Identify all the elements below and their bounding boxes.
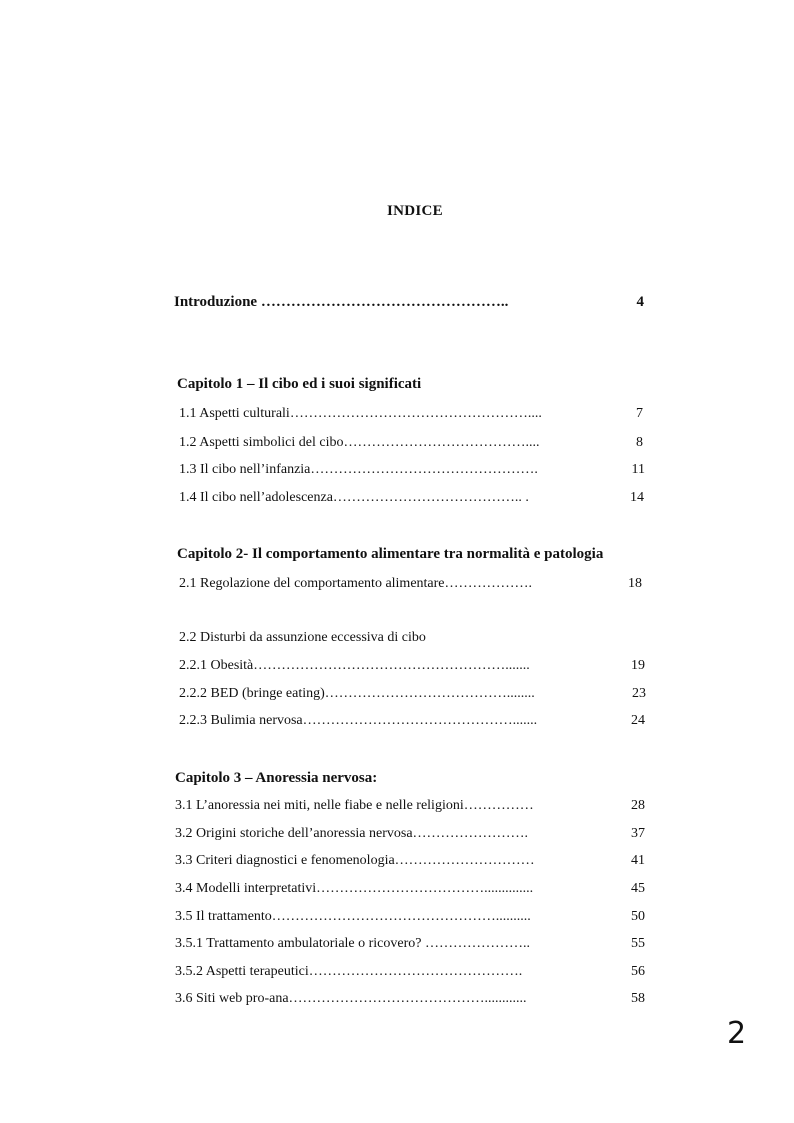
chapter-heading-1: Capitolo 1 – Il cibo ed i suoi significati	[177, 376, 422, 392]
chapter-heading-3: Capitolo 3 – Anoressia nervosa:	[175, 770, 378, 786]
toc-entry-label: 3.5.2 Aspetti terapeutici……………………………………….	[175, 964, 523, 979]
toc-entry-1-1[interactable]	[179, 404, 643, 424]
toc-entry-label: 3.5.1 Trattamento ambulatoriale o ricovero? …………………..	[175, 936, 530, 951]
toc-entry-label: 2.2.3 Bulimia nervosa……………………………………….......	[179, 713, 538, 728]
toc-entry-label: 2.2.1 Obesità……………………………………………….......	[179, 658, 530, 673]
toc-entry-page: 24	[631, 713, 645, 728]
toc-entry-label: 3.4 Modelli interpretativi………………………………..............	[175, 881, 534, 896]
toc-entry-1-2[interactable]	[179, 433, 643, 453]
toc-entry-2-2-1[interactable]	[179, 656, 645, 676]
toc-entry-page: 50	[631, 909, 645, 924]
toc-entry-page: 55	[631, 936, 645, 951]
toc-entry-label: 1.4 Il cibo nell’adolescenza………………………………….. .	[179, 490, 529, 505]
toc-entry-3-5[interactable]	[175, 907, 645, 927]
toc-entry-label: 1.2 Aspetti simbolici del cibo…………………………………....	[179, 435, 540, 450]
chapter-heading-2: Capitolo 2- Il comportamento alimentare tra normalità e patologia	[177, 546, 604, 562]
toc-entry-2-2-2[interactable]	[179, 684, 646, 704]
toc-entry-page: 8	[636, 435, 643, 450]
toc-entry-label: Introduzione …………………………………………..	[174, 294, 509, 310]
toc-entry-3-4[interactable]	[175, 879, 645, 899]
toc-entry-page: 4	[636, 294, 644, 310]
toc-entry-2-1[interactable]	[179, 574, 642, 594]
page-number: 2	[727, 1016, 747, 1051]
toc-entry-introduction[interactable]	[174, 292, 644, 312]
toc-entry-label: 3.2 Origini storiche dell’anoressia nervosa…………………….	[175, 826, 529, 841]
toc-entry-1-3[interactable]	[179, 460, 645, 480]
toc-entry-3-2[interactable]	[175, 824, 645, 844]
toc-entry-label: 2.2.2 BED (bringe eating)…………………………………........	[179, 686, 535, 701]
toc-entry-page: 7	[636, 406, 643, 421]
toc-entry-label: 1.3 Il cibo nell’infanzia………………………………………….	[179, 462, 538, 477]
toc-entry-label: 3.6 Siti web pro-ana……………………………………............	[175, 991, 527, 1006]
section-heading-2-2: 2.2 Disturbi da assunzione eccessiva di cibo	[179, 630, 426, 645]
toc-entry-page: 11	[631, 462, 645, 477]
toc-entry-1-4[interactable]	[179, 488, 644, 508]
toc-entry-page: 37	[631, 826, 645, 841]
toc-entry-label: 3.1 L’anoressia nei miti, nelle fiabe e nelle religioni……………	[175, 798, 534, 813]
toc-entry-3-1[interactable]	[175, 796, 645, 816]
toc-entry-label: 1.1 Aspetti culturali……………………………………………....	[179, 406, 542, 421]
toc-entry-label: 2.1 Regolazione del comportamento alimentare……………….	[179, 576, 533, 591]
toc-entry-3-5-1[interactable]	[175, 934, 645, 954]
toc-entry-page: 28	[631, 798, 645, 813]
toc-entry-3-6[interactable]	[175, 989, 645, 1009]
toc-entry-page: 56	[631, 964, 645, 979]
toc-entry-label: 3.3 Criteri diagnostici e fenomenologia…………………………	[175, 853, 535, 868]
toc-entry-page: 58	[631, 991, 645, 1006]
toc-entry-2-2-3[interactable]	[179, 711, 645, 731]
page-title: INDICE	[387, 203, 443, 219]
toc-entry-3-3[interactable]	[175, 851, 645, 871]
toc-entry-page: 23	[632, 686, 646, 701]
toc-entry-label: 3.5 Il trattamento…………………………………………..........	[175, 909, 531, 924]
toc-entry-page: 41	[631, 853, 645, 868]
toc-entry-page: 14	[630, 490, 644, 505]
toc-entry-page: 19	[631, 658, 645, 673]
toc-entry-page: 18	[628, 576, 642, 591]
toc-entry-3-5-2[interactable]	[175, 962, 645, 982]
toc-entry-page: 45	[631, 881, 645, 896]
